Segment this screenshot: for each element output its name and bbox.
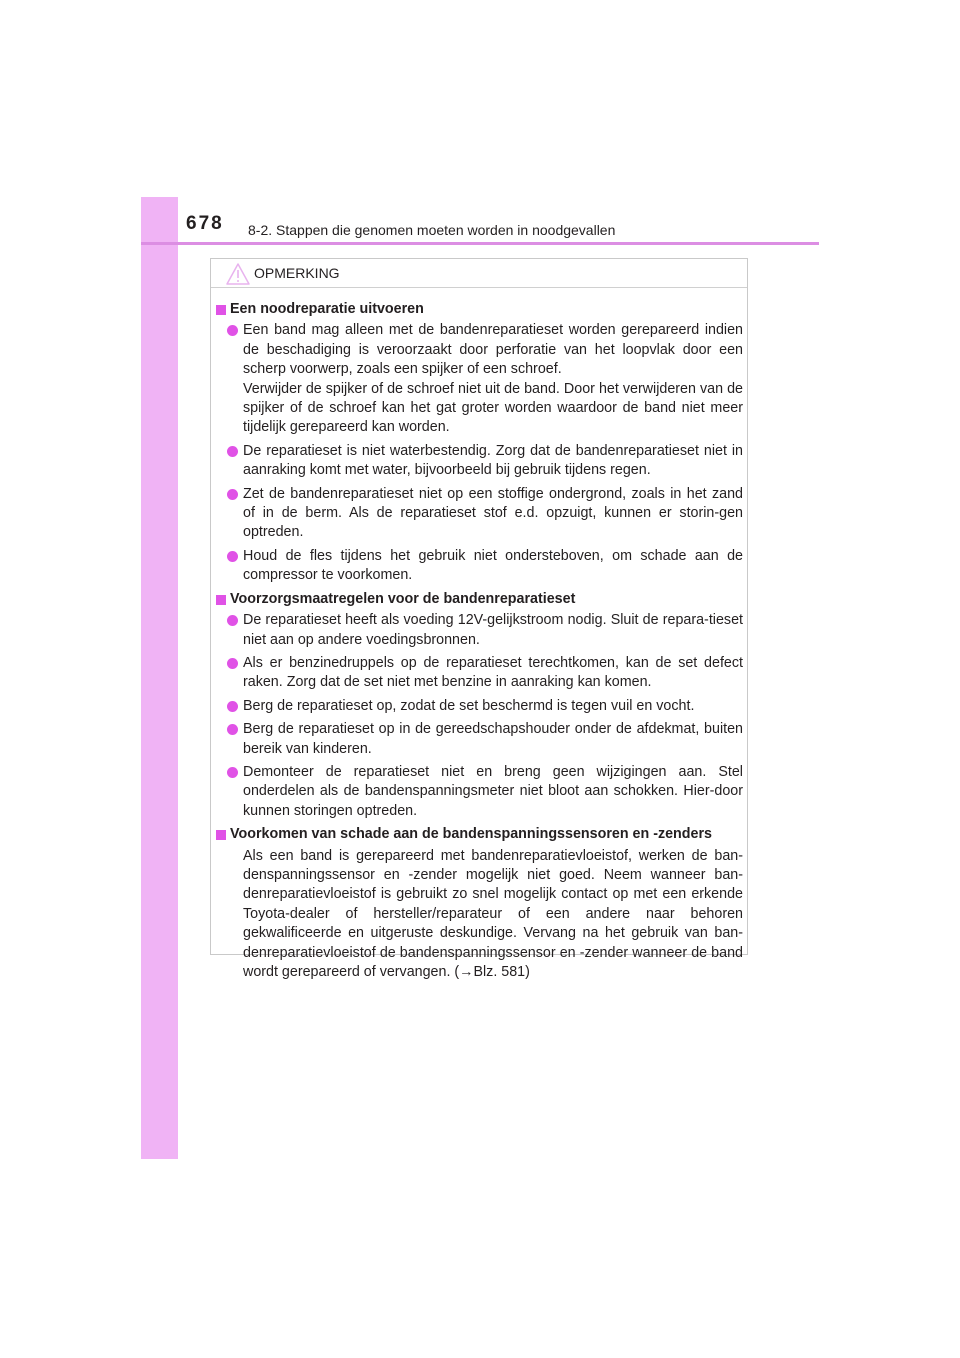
header-rule — [141, 242, 819, 245]
notice-box — [210, 258, 748, 980]
page-number: 678 — [186, 213, 224, 234]
round-bullet-icon — [227, 551, 238, 562]
list-item: Berg de reparatieset op in de gereedschapshouder onder de afdekmat, buiten bereik van kinderen. — [216, 720, 743, 759]
list-item: Houd de fles tijdens het gebruik niet ondersteboven, om schade aan de compressor te voorkomen. — [216, 547, 743, 586]
round-bullet-icon — [227, 658, 238, 669]
section-heading: Een noodreparatie uitvoeren — [216, 300, 743, 319]
section-emergency-repair — [216, 300, 743, 586]
round-bullet-icon — [227, 325, 238, 336]
round-bullet-icon — [227, 615, 238, 626]
square-bullet-icon — [216, 830, 226, 840]
section-precautions — [216, 590, 743, 821]
list-item: Demonteer de reparatieset niet en breng geen wijzigingen aan. Stel onderdelen als de bandenspanningsmeter niet bloot aan schokken. Hier-door kunnen storingen optreden. — [216, 763, 743, 821]
list-item: Berg de reparatieset op, zodat de set beschermd is tegen vuil en vocht. — [216, 697, 743, 716]
section-title: 8-2. Stappen die genomen moeten worden in noodgevallen — [248, 222, 616, 238]
round-bullet-icon — [227, 701, 238, 712]
round-bullet-icon — [227, 724, 238, 735]
notice-title: OPMERKING — [254, 265, 340, 281]
warning-triangle-icon — [225, 262, 251, 286]
square-bullet-icon — [216, 595, 226, 605]
round-bullet-icon — [227, 767, 238, 778]
chapter-sidebar-tab — [141, 197, 178, 1159]
list-item: De reparatieset is niet waterbestendig. Zorg dat de bandenreparatieset niet in aanraking komt met water, bijvoorbeeld bij gebruik tijdens regen. — [216, 442, 743, 481]
list-item: Een band mag alleen met de bandenreparatieset worden gerepareerd indien de beschadiging is veroorzaakt door perforatie van het loopvlak door een scherp voorwerp, zoals een spijker of een schroef. Verwijder de spijker of de schroef niet uit de band. Door het verwijderen van de spijker of de schroef kan het gat groter worden waardoor de band niet meer tijdelijk gerepareerd kan worden. — [216, 321, 743, 437]
square-bullet-icon — [216, 305, 226, 315]
notice-body — [216, 300, 743, 985]
notice-header — [211, 259, 747, 288]
list-item: Als er benzinedruppels op de reparatieset terechtkomen, kan de set defect raken. Zorg dat de set niet met benzine in aanraking kan komen. — [216, 654, 743, 693]
list-item: Zet de bandenreparatieset niet op een stoffige ondergrond, zoals in het zand of in de berm. Als de reparatieset stof e.d. opzuigt, kunnen er storin-gen optreden. — [216, 485, 743, 543]
section-paragraph: Als een band is gerepareerd met bandenreparatievloeistof, werken de ban-denspanningssensor en -zender mogelijk niet goed. Neem wanneer ban-denreparatievloeistof is gebruikt zo snel mogelijk contact op met een erkende Toyota-dealer of hersteller/reparateur of een andere naar behoren gekwalificeerde en uitgeruste deskundige. Vervang na het gebruik van ban-denreparatievloeistof de bandenspanningssensor en -zender wanneer de band wordt gerepareerd of vervangen. (→Blz. 581) — [243, 847, 743, 980]
round-bullet-icon — [227, 489, 238, 500]
section-sensor-damage — [216, 825, 743, 982]
list-item: De reparatieset heeft als voeding 12V-gelijkstroom nodig. Sluit de repara-tieset niet aan op andere voedingsbronnen. — [216, 611, 743, 650]
section-heading: Voorzorgsmaatregelen voor de bandenreparatieset — [216, 590, 743, 609]
round-bullet-icon — [227, 446, 238, 457]
section-heading: Voorkomen van schade aan de bandenspanningssensoren en -zenders — [216, 825, 743, 844]
